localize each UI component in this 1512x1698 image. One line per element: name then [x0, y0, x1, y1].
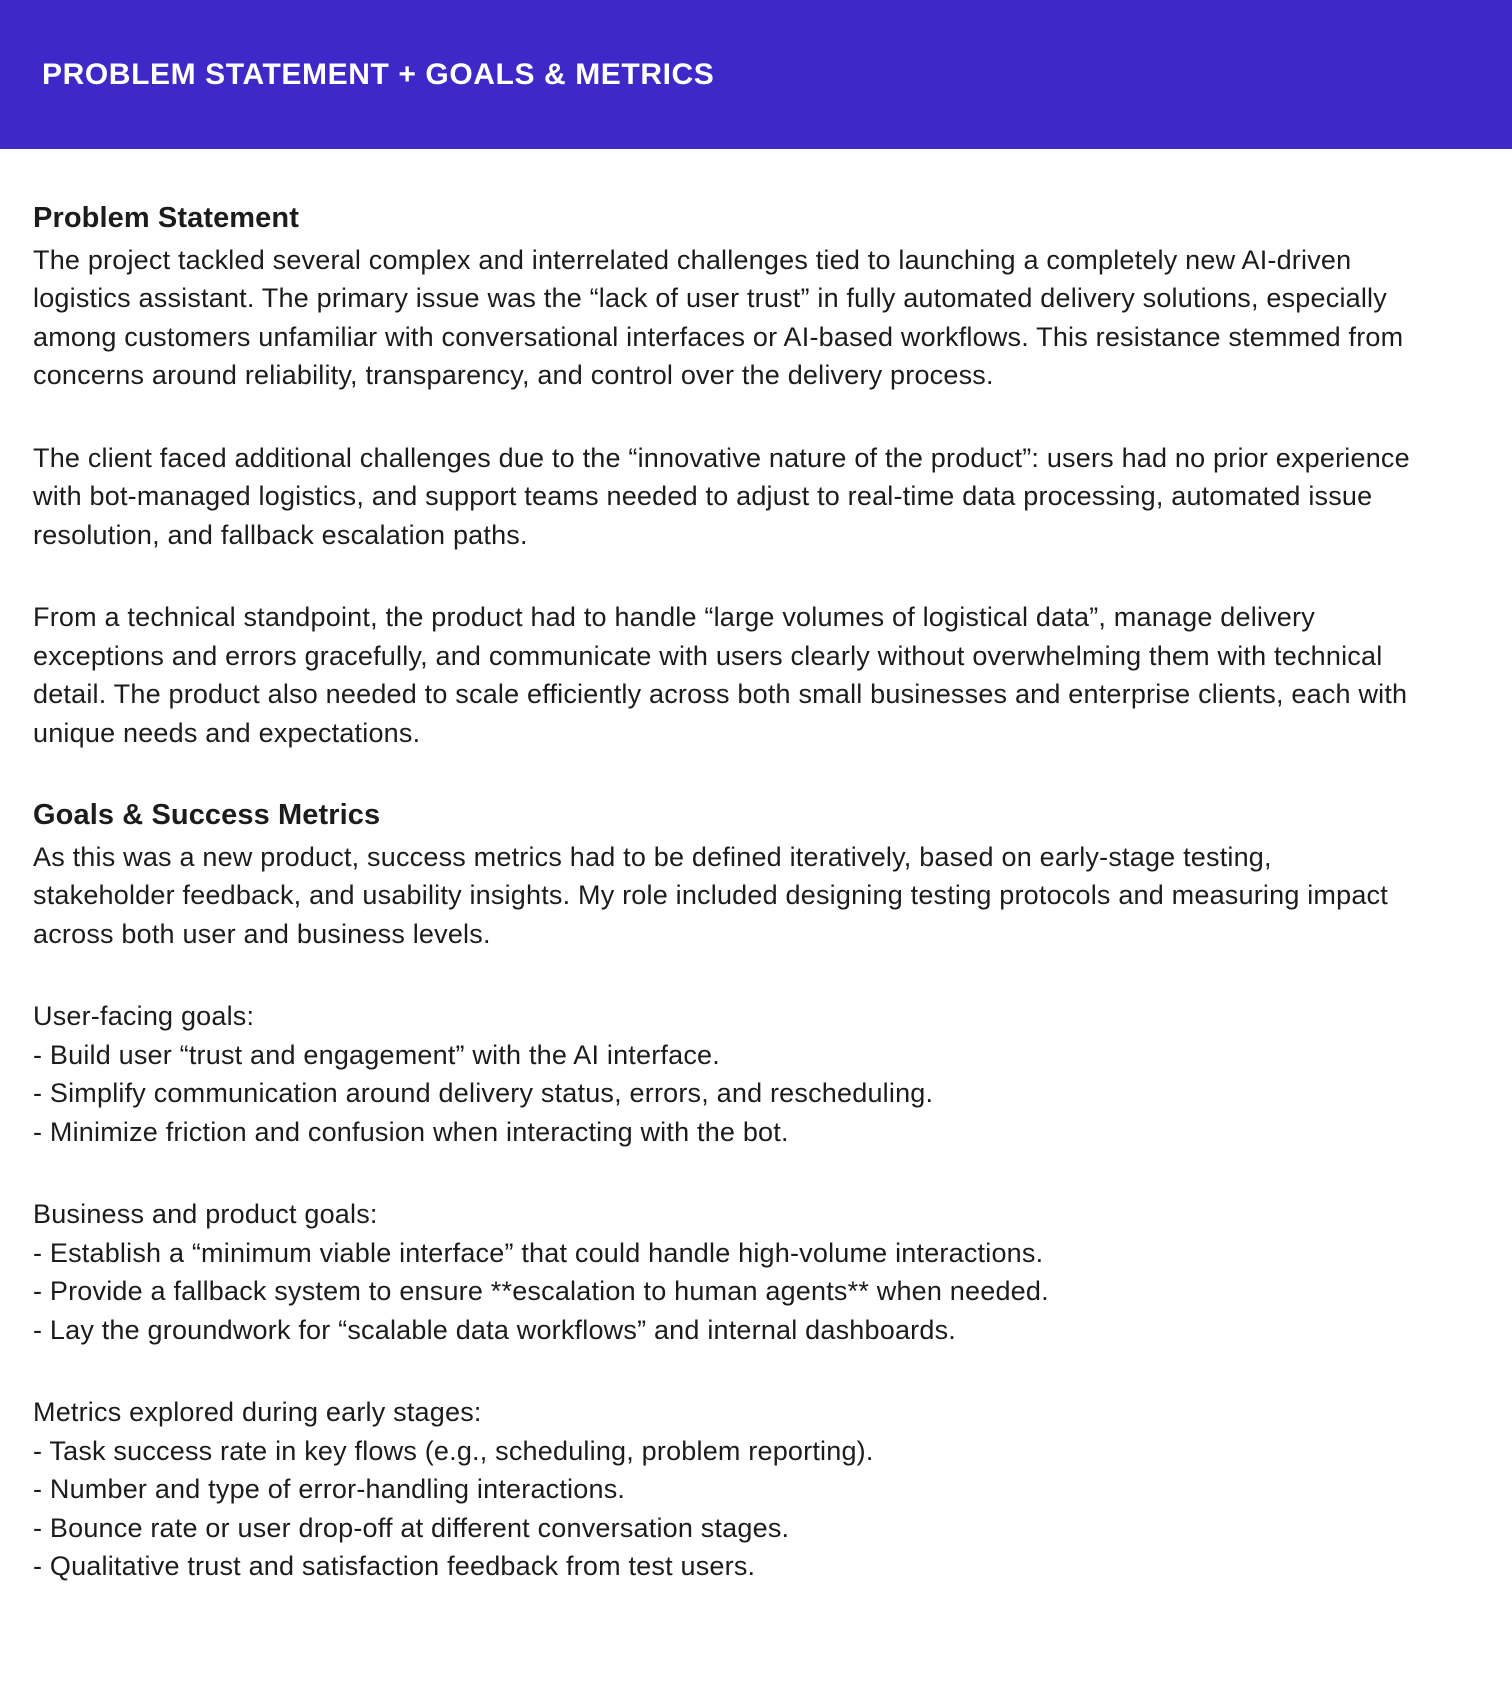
- paragraph: The client faced additional challenges due to the “innovative nature of the product”: users had no prior experience with bot-managed logistics, and support teams needed to adjust to real-time data processing, automated issue resolution, and fallback escalation paths.: [33, 442, 1410, 550]
- document-body: [0, 149, 1448, 1696]
- list-item: - Establish a “minimum viable interface” that could handle high-volume interactions.: [33, 1237, 1044, 1268]
- list-item: - Minimize friction and confusion when interacting with the bot.: [33, 1116, 789, 1147]
- list-item: - Bounce rate or user drop-off at different conversation stages.: [33, 1512, 790, 1543]
- page-title: PROBLEM STATEMENT + GOALS & METRICS: [42, 58, 715, 91]
- list-item: - Task success rate in key flows (e.g., scheduling, problem reporting).: [33, 1435, 874, 1466]
- goal-group-metrics-explored: [33, 1393, 1415, 1586]
- group-label: Business and product goals:: [33, 1199, 378, 1229]
- problem-statement-heading: Problem Statement: [33, 202, 299, 234]
- group-label: User-facing goals:: [33, 1001, 255, 1031]
- paragraph: From a technical standpoint, the product had to handle “large volumes of logistical data”, manage delivery exceptions and errors gracefully, and communicate with users clearly without overwhelming them with technical detail. The product also needed to scale efficiently across both small businesses and enterprise clients, each with unique needs and expectations.: [33, 602, 1408, 748]
- list-item: - Number and type of error-handling interactions.: [33, 1474, 626, 1504]
- list-item: - Qualitative trust and satisfaction feedback from test users.: [33, 1551, 756, 1581]
- goal-group-business-product: [33, 1195, 1415, 1349]
- list-item: - Build user “trust and engagement” with the AI interface.: [33, 1039, 720, 1070]
- paragraph: The project tackled several complex and interrelated challenges tied to launching a completely new AI-driven logistics assistant. The primary issue was the “lack of user trust” in fully automated delivery solutions, especially among customers unfamiliar with conversational interfaces or AI-based workflows. This resistance stemmed from concerns around reliability, transparency, and control over the delivery process.: [33, 244, 1404, 390]
- group-label: Metrics explored during early stages:: [33, 1397, 482, 1427]
- paragraph: As this was a new product, success metrics had to be defined iteratively, based on early-stage testing, stakeholder feedback, and usability insights. My role included designing testing protocols and measuring impact across both user and business levels.: [33, 841, 1388, 949]
- goal-group-user-facing: [33, 997, 1415, 1151]
- section-goals-metrics: [33, 796, 1415, 1586]
- list-item: - Simplify communication around delivery status, errors, and rescheduling.: [33, 1078, 934, 1108]
- goals-metrics-heading: Goals & Success Metrics: [33, 799, 381, 831]
- header-banner: [0, 0, 1512, 149]
- list-item: - Lay the groundwork for “scalable data workflows” and internal dashboards.: [33, 1314, 956, 1345]
- list-item: - Provide a fallback system to ensure **escalation to human agents** when needed.: [33, 1276, 1049, 1306]
- section-problem-statement: [33, 199, 1415, 752]
